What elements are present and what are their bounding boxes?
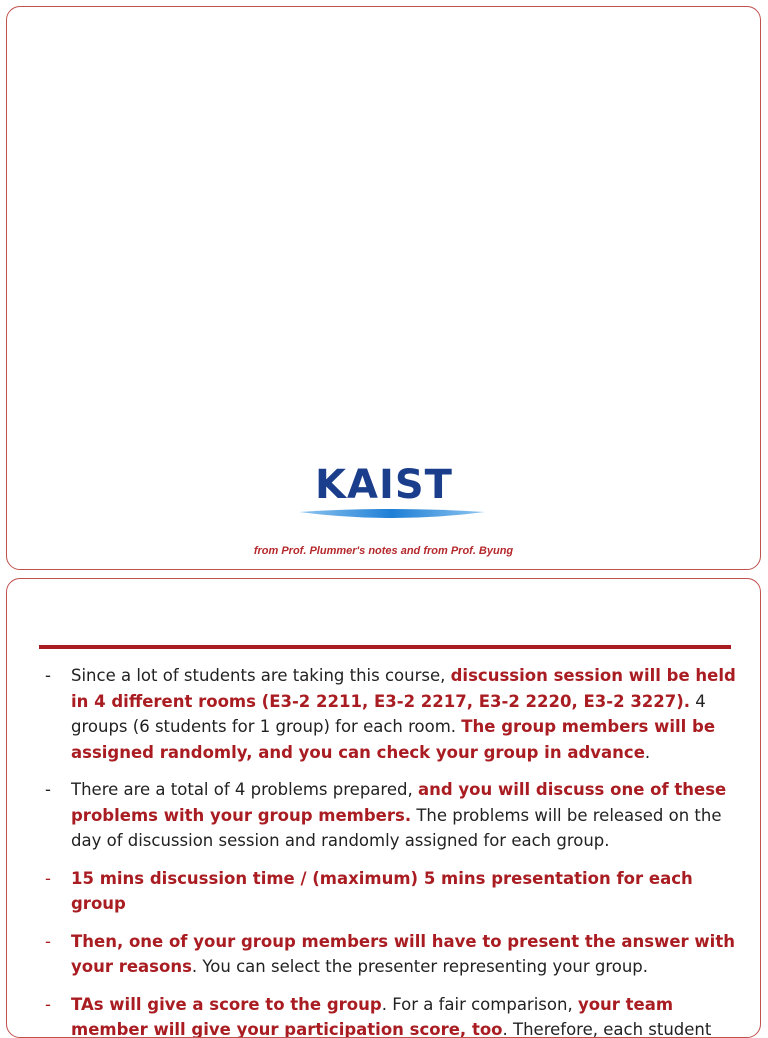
- bullet-text: 4 groups (6 students for 1 group) for each room.: [71, 692, 706, 737]
- logo-swoosh-icon: [297, 506, 487, 524]
- title-slide: [6, 6, 761, 570]
- bullet-highlight: discussion session will be held in 4 different rooms (E3-2 2211, E3-2 2217, E3-2 2220, E3-2 3227).: [71, 666, 736, 711]
- bullet-highlight: The group members will be assigned randomly, and you can check your group in advance: [71, 717, 715, 762]
- bullet-dash: -: [45, 663, 51, 689]
- kaist-logo: [297, 462, 487, 526]
- bullet-highlight: TAs will give a score to the group: [71, 995, 382, 1014]
- bullet-text: .: [645, 743, 650, 762]
- bullet-item: [37, 777, 737, 854]
- bullet-highlight: Then, one of your group members will have to present the answer with your reasons: [71, 932, 735, 977]
- logo-text: KAIST: [315, 462, 453, 508]
- title-divider: [39, 645, 731, 649]
- bullet-item: [37, 929, 737, 980]
- bullet-dash: -: [45, 992, 51, 1018]
- bullet-dash: -: [45, 929, 51, 955]
- source-note: from Prof. Plummer's notes and from Prof. Byung: [7, 545, 760, 557]
- bullet-highlight: 15 mins discussion time / (maximum) 5 mins presentation for each group: [71, 869, 693, 914]
- bullet-text: . Therefore, each student: [503, 1020, 712, 1038]
- bullet-text: . For a fair comparison,: [382, 995, 578, 1014]
- bullet-list: [37, 663, 737, 1038]
- bullet-highlight: your team member will give your participation score, too: [71, 995, 673, 1038]
- bullet-text: Since a lot of students are taking this course,: [71, 666, 451, 685]
- bullet-item: [37, 663, 737, 765]
- bullet-text: There are a total of 4 problems prepared,: [71, 780, 418, 799]
- bullet-highlight: and you will discuss one of these problems with your group members.: [71, 780, 726, 825]
- content-slide: [6, 578, 761, 1038]
- bullet-text: The problems will be released on the day of discussion session and randomly assigned for each group.: [71, 806, 722, 851]
- bullet-dash: -: [45, 866, 51, 892]
- bullet-item: [37, 866, 737, 917]
- bullet-item: [37, 992, 737, 1038]
- bullet-dash: -: [45, 777, 51, 803]
- bullet-text: . You can select the presenter representing your group.: [192, 957, 648, 976]
